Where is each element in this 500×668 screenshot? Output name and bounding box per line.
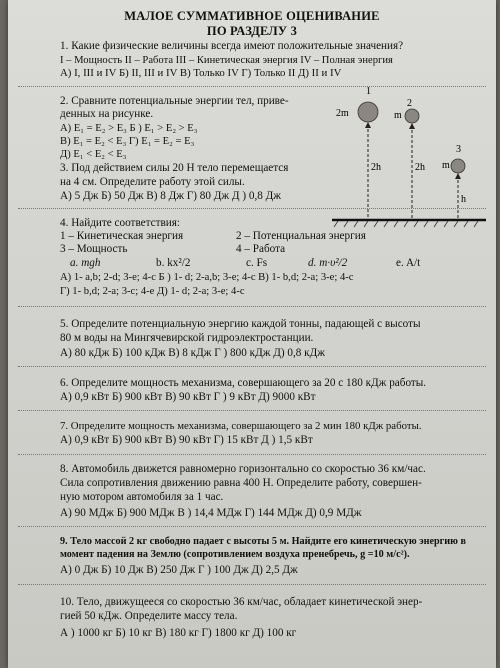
q8-text-line1: 8. Автомобиль движется равномерно горизонтально со скоростью 36 км/час. xyxy=(60,463,426,475)
ball2-height: 2h xyxy=(415,162,425,173)
ball2-mass: m xyxy=(394,110,402,121)
ball3-icon xyxy=(451,159,465,173)
separator xyxy=(18,366,486,367)
ground-hatch xyxy=(334,221,478,227)
ball2-icon xyxy=(405,109,419,123)
sheet-title: МАЛОЕ СУММАТИВНОЕ ОЦЕНИВАНИЕ xyxy=(124,9,380,23)
q7-text: 7. Определите мощность механизма, совершающего за 2 мин 180 кДж работы. xyxy=(60,420,422,432)
q4-answers-2: Г) 1- b,d; 2-a; 3-c; 4-e Д) 1- d; 2-a; 3-e; 4-c xyxy=(60,286,245,297)
q1-text: 1. Какие физические величины всегда имеют положительные значения? xyxy=(60,40,404,52)
q5-text-line1: 5. Определите потенциальную энергию каждой тонны, падающей с высоты xyxy=(60,318,421,330)
q4-item-2: 2 – Потенциальная энергия xyxy=(236,230,366,242)
q8-text-line2: Сила сопротивления движению равна 400 Н. Определите работу, совершен- xyxy=(60,477,422,489)
q6-text: 6. Определите мощность механизма, совершающего за 20 с 180 кДж работы. xyxy=(60,377,427,389)
q4-item-4: 4 – Работа xyxy=(236,243,286,255)
q6-answers: А) 0,9 кВт Б) 900 кВт В) 90 кВт Г ) 9 кВт Д) 9000 кВт xyxy=(60,391,316,403)
ball3-number: 3 xyxy=(456,144,461,155)
q2-answers-2: В) E₁ = E₂ < E₃ Г) E₁ = E₂ = E₃ xyxy=(60,136,195,147)
q10-answers: А ) 1000 кг Б) 10 кг В) 180 кг Г) 1800 кг Д) 100 кг xyxy=(60,627,297,639)
q9-answers: А) 0 Дж Б) 10 Дж В) 250 Дж Г ) 100 Дж Д) 2,5 Дж xyxy=(60,564,298,576)
ball1-icon xyxy=(358,102,378,122)
arrow-up-icon xyxy=(455,173,461,179)
q4-formula-c: c. Fs xyxy=(246,257,268,269)
ball3-mass: m xyxy=(442,160,450,171)
q8-text-line3: ную мотором автомобиля за 1 час. xyxy=(60,491,224,503)
q2-text-line2: денных на рисунке. xyxy=(60,108,154,120)
q4-formula-d: d. m·υ²/2 xyxy=(308,257,348,269)
q3-answers: А) 5 Дж Б) 50 Дж В) 8 Дж Г) 80 Дж Д ) 0,8 Дж xyxy=(60,190,281,202)
ball3-height: h xyxy=(461,194,466,205)
q7-answers: А) 0,9 кВт Б) 900 кВт В) 90 кВт Г) 15 кВт Д ) 1,5 кВт xyxy=(60,434,313,446)
q4-formula-b: b. kx²/2 xyxy=(156,257,191,269)
q10-text-line2: гией 50 кДж. Определите массу тела. xyxy=(60,610,238,622)
q10-text-line1: 10. Тело, движущееся со скоростью 36 км/час, обладает кинетической энер- xyxy=(60,596,423,608)
q2-answers-1: А) E₁ = E₂ > E₃ Б ) E₁ > E₂ > E₃ xyxy=(60,123,198,134)
q4-item-3: 3 – Мощность xyxy=(60,243,128,255)
separator xyxy=(18,410,486,411)
q5-text-line2: 80 м воды на Мингячевирской гидроэлектростанции. xyxy=(60,332,314,344)
q4-answers-1: А) 1- a,b; 2-d; 3-e; 4-c Б ) 1- d; 2-a,b; 3-e; 4-c В) 1- b,d; 2-a; 3-e; 4-c xyxy=(60,272,354,283)
q8-answers: А) 90 МДж Б) 900 МДж В ) 14,4 МДж Г) 144 МДж Д) 0,9 МДж xyxy=(60,507,362,519)
separator xyxy=(18,208,486,209)
q2-answers-3: Д) E₁ < E₂ < E₃ xyxy=(60,149,127,160)
separator xyxy=(18,306,486,307)
q4-formula-e: e. A/t xyxy=(396,257,421,269)
q4-formula-a: a. mgh xyxy=(70,257,101,269)
separator xyxy=(18,454,486,455)
q3-text-line2: на 4 см. Определите работу этой силы. xyxy=(60,176,245,188)
arrow-up-icon xyxy=(365,122,371,128)
q4-title: 4. Найдите соответствия: xyxy=(60,217,181,229)
q5-answers: А) 80 кДж Б) 100 кДж В) 8 кДж Г ) 800 кДж Д) 0,8 кДж xyxy=(60,347,325,359)
separator xyxy=(18,526,486,527)
test-sheet xyxy=(8,0,496,668)
q2-text-line1: 2. Сравните потенциальные энергии тел, приве- xyxy=(60,95,289,107)
q1-options: I – Мощность II – Работа III – Кинетическая энергия IV – Полная энергия xyxy=(60,55,393,66)
separator xyxy=(18,584,486,585)
ball1-height: 2h xyxy=(371,162,381,173)
ball1-mass: 2m xyxy=(336,108,349,119)
q9-text-line2: момент падения на Землю (сопротивлением воздуха пренебречь, g =10 м/с²). xyxy=(60,549,410,560)
ball1-number: 1 xyxy=(366,86,371,97)
q3-text-line1: 3. Под действием силы 20 Н тело перемещается xyxy=(60,162,289,174)
ball2-number: 2 xyxy=(407,98,412,109)
q1-answers: А) I, III и IV Б) II, III и IV В) Только IV Г) Только II Д) II и IV xyxy=(60,67,342,79)
q4-item-1: 1 – Кинетическая энергия xyxy=(60,230,184,242)
arrow-up-icon xyxy=(409,123,415,129)
sheet-subtitle: ПО РАЗДЕЛУ 3 xyxy=(206,24,298,38)
q9-text-line1: 9. Тело массой 2 кг свободно падает с высоты 5 м. Найдите его кинетическую энергию в xyxy=(60,536,466,547)
